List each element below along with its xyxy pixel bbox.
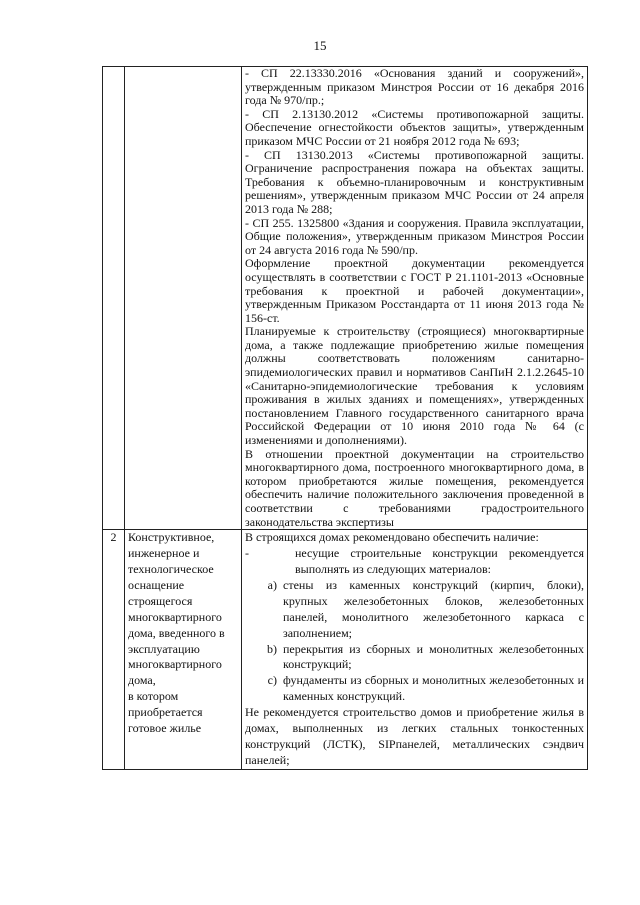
dash-marker: - <box>245 546 249 561</box>
paragraph: В отношении проектной документации на строительство многоквартирного дома, построенного многоквартирного дома, в котором приобретаются жилые помещения, рекомендуется обеспечить наличие положительного заключения проведенной в соответствии с требованиями градостроительного законодательства экспертизы <box>245 446 584 529</box>
row-topic-cell <box>125 67 242 530</box>
intro-text: В строящихся домах рекомендовано обеспечить наличие: <box>245 530 539 545</box>
paragraph: - СП 22.13330.2016 «Основания зданий и сооружений», утвержденным приказом Минстроя России от 16 декабря 2016 года № 970/пр.; <box>245 66 584 108</box>
topic-line: технологическое <box>128 562 214 576</box>
requirements-table <box>102 66 588 770</box>
topic-line: дома, <box>128 673 156 688</box>
row-topic-cell <box>125 530 242 770</box>
table-row <box>103 530 588 770</box>
list-item <box>245 673 584 705</box>
dash-list-item <box>245 546 584 578</box>
topic-line: строящегося <box>128 593 193 608</box>
topic-line: дома, введенного в <box>128 625 225 640</box>
page-number: 15 <box>313 38 327 53</box>
topic-line: многоквартирного <box>128 657 222 672</box>
topic-line: в котором <box>128 689 179 704</box>
paragraph: - СП 2.13130.2012 «Системы противопожарной защиты. Обеспечение огнестойкости объектов защиты», утвержденным приказом МЧС России от 21 ноября 2012 года № 693; <box>245 106 584 148</box>
topic-line: приобретается <box>128 705 203 720</box>
list-item-text: фундаменты из сборных и монолитных железобетонных и каменных конструкций. <box>283 673 584 704</box>
row-number-cell: 2 <box>103 530 125 770</box>
list-item-text: стены из каменных конструкций (кирпич, блоки), крупных железобетонных блоков, железобетонных панелей, монолитного железобетонного каркаса с заполнением; <box>283 577 584 640</box>
table-row <box>103 67 588 530</box>
list-item <box>245 578 584 642</box>
list-marker: a) <box>267 577 277 592</box>
list-marker: c) <box>267 673 277 688</box>
paragraph: - СП 13130.2013 «Системы противопожарной защиты. Ограничение распространения пожара на объектах защиты. Требования к объемно-планировочным и конструктивным решениям», утвержденным приказом МЧС России от 24 апреля 2013 года № 288; <box>245 147 584 216</box>
topic-line: оснащение <box>128 577 185 592</box>
topic-line: Конструктивное, <box>128 530 215 545</box>
list-item-text: перекрытия из сборных и монолитных железобетонных конструкций; <box>283 641 584 672</box>
topic-line: эксплуатацию <box>128 641 200 656</box>
paragraph: - СП 255. 1325800 «Здания и сооружения. Правила эксплуатации, Общие положения», утвержденным приказом Минстроя России от 24 августа 2016 года № 590/пр. <box>245 215 584 257</box>
topic-line: инженерное и <box>128 546 200 561</box>
row-content-cell <box>242 530 588 770</box>
closing-text: Не рекомендуется строительство домов и приобретение жилья в домах, выполненных из легких стальных тонкостенных конструкций (ЛСТК), SIPпанелей, металлических сэндвич панелей; <box>245 705 584 767</box>
paragraph: Оформление проектной документации рекомендуется осуществлять в соответствии с ГОСТ Р 21.1101-2013 «Основные требования к проектной и рабочей документации», утвержденным Приказом Росстандарта от 11 июня 2013 года № 156-ст. <box>245 256 584 325</box>
topic-line: многоквартирного <box>128 609 222 624</box>
list-marker: b) <box>267 641 277 656</box>
dash-item-text: несущие строительные конструкции рекомендуется выполнять из следующих материалов: <box>295 546 584 576</box>
list-item <box>245 642 584 674</box>
row-number-cell <box>103 67 125 530</box>
topic-line: готовое жилье <box>128 721 202 736</box>
row-content-cell <box>242 67 588 530</box>
paragraph: Планируемые к строительству (строящиеся) многоквартирные дома, а также подлежащие приобретению жилые помещения должны соответствовать положениям санитарно-эпидемиологических правил и нормативов СанПиН 2.1.2.2645-10 «Санитарно-эпидемиологические требования к условиям проживания в жилых зданиях и помещениях», утвержденных постановлением Главного государственного санитарного врача Российской Федерации от 10 июня 2010 года № 64 (с изменениями и дополнениями). <box>245 324 584 448</box>
